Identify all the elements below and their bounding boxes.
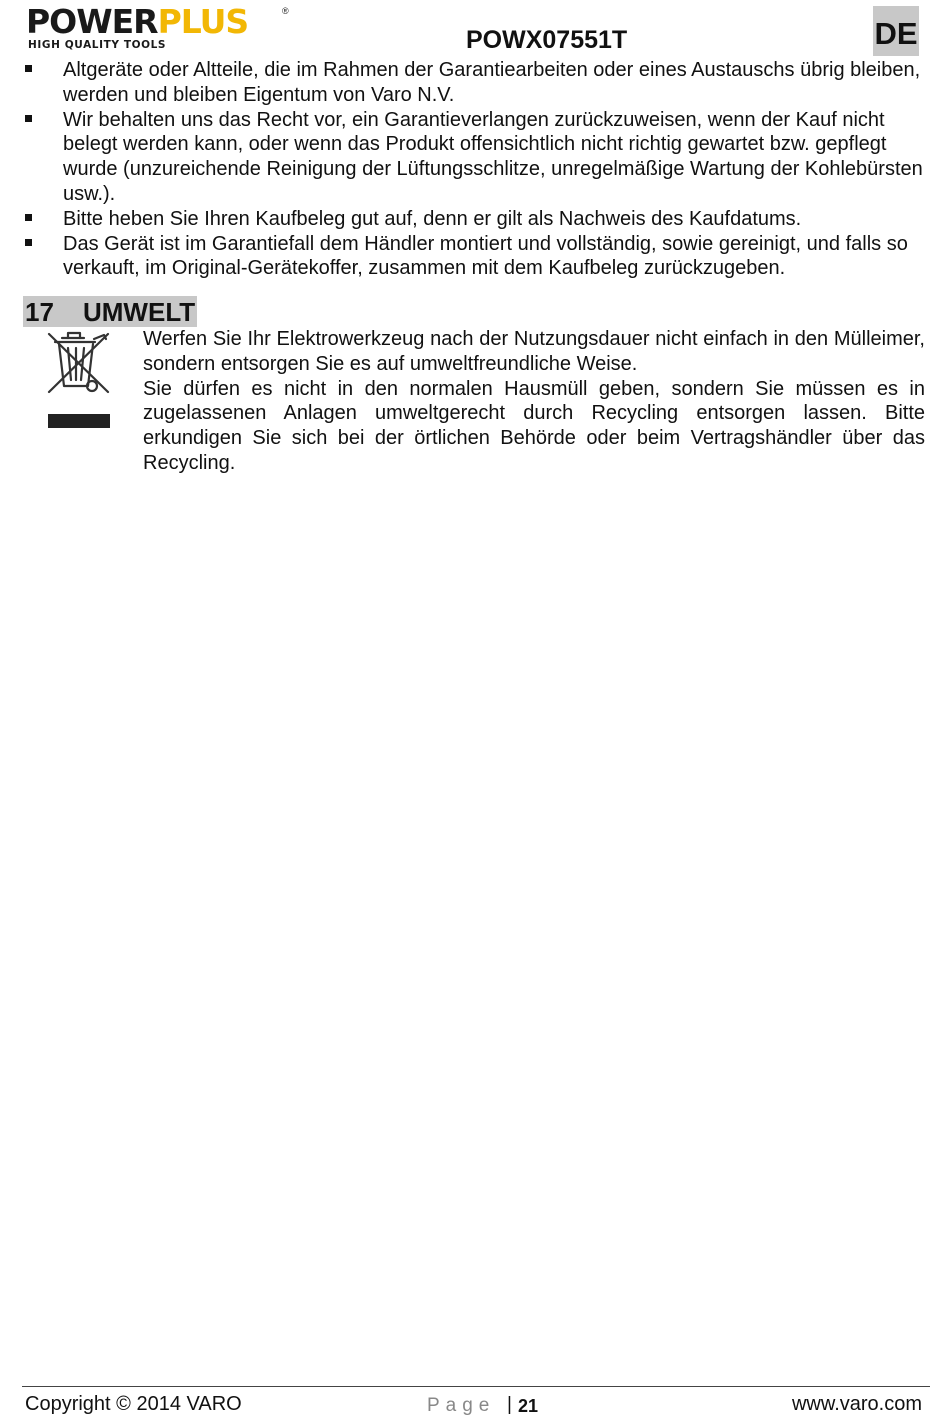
website-link[interactable]: www.varo.com: [791, 1393, 922, 1415]
list-item: [0, 207, 950, 232]
list-item: [0, 58, 950, 108]
environment-paragraph: Werfen Sie Ihr Elektrowerkzeug nach der Nutzungsdauer nicht einfach in den Mülleimer, sondern entsorgen Sie es auf umweltfreundliche Weise.: [143, 328, 925, 375]
list-item-text: Bitte heben Sie Ihren Kaufbeleg gut auf, denn er gilt als Nachweis des Kaufdatums.: [63, 207, 802, 230]
list-item: [0, 232, 950, 282]
page-label: Page: [427, 1395, 496, 1416]
warranty-bullet-list: [0, 58, 950, 281]
logo-wordmark: [26, 4, 248, 40]
square-bullet-icon: [25, 115, 32, 122]
logo-word-plus: PLUS: [157, 2, 249, 41]
environment-text: [143, 327, 925, 476]
list-item-text: Das Gerät ist im Garantiefall dem Händler montiert und vollständig, sowie gereinigt, und falls so verkauft, im Original-Gerätekoffer, zusammen mit dem Kaufbeleg zurückzugeben.: [63, 232, 908, 280]
logo-word-power: POWER: [26, 2, 158, 41]
list-item: [0, 108, 950, 207]
square-bullet-icon: [25, 239, 32, 246]
section-title: UMWELT: [83, 297, 196, 327]
weee-crossed-out-bin-icon: [44, 330, 114, 432]
page-header: [0, 0, 950, 56]
page-separator: |: [507, 1394, 512, 1415]
logo-tagline: HIGH QUALITY TOOLS: [28, 39, 167, 51]
page-footer: [0, 1386, 950, 1424]
environment-paragraph: Sie dürfen es nicht in den normalen Hausmüll geben, sondern Sie müssen es in zugelassenen Anlagen umweltgerecht durch Recycling entsorgen lassen. Bitte erkundigen Sie sich bei der örtlichen Behörde oder beim Vertragshändler über das Recycling.: [143, 377, 925, 474]
copyright-notice: Copyright © 2014 VARO: [25, 1393, 242, 1415]
section-heading: [23, 296, 197, 327]
language-badge: DE: [873, 6, 919, 56]
square-bullet-icon: [25, 65, 32, 72]
list-item-text: Wir behalten uns das Recht vor, ein Garantieverlangen zurückzuweisen, wenn der Kauf nicht belegt werden kann, oder wenn das Produkt offensichtlich nicht richtig gewartet bzw. gepflegt wurde (unzureichende Reinigung der Lüftungsschlitze, unregelmäßige Wartung der Kohlebürsten usw.).: [63, 108, 923, 205]
registered-mark: ®: [282, 6, 289, 16]
model-number: POWX07551T: [466, 26, 628, 54]
powerplus-logo: [26, 4, 296, 50]
section-number: 17: [25, 297, 54, 327]
square-bullet-icon: [25, 214, 32, 221]
page-number: 21: [518, 1396, 539, 1416]
list-item-text: Altgeräte oder Altteile, die im Rahmen der Garantiearbeiten oder eines Austauschs übrig bleiben, werden und bleiben Eigentum von Varo N.V.: [63, 59, 921, 106]
footer-divider: [22, 1386, 930, 1387]
